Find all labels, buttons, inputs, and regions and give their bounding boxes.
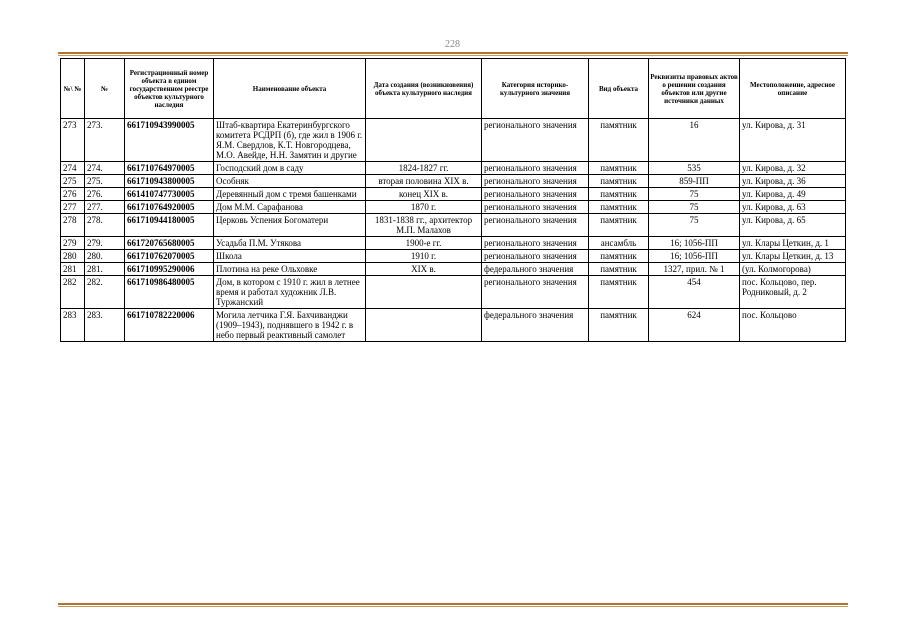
object-kind-cell: памятник bbox=[589, 119, 649, 162]
table-row bbox=[61, 162, 846, 175]
object-name-cell: Школа bbox=[214, 250, 366, 263]
object-kind-cell: памятник bbox=[589, 214, 649, 237]
legal-act-cell: 535 bbox=[649, 162, 740, 175]
row-index-cell: 279 bbox=[61, 237, 85, 250]
object-name-cell: Церковь Успения Богоматери bbox=[214, 214, 366, 237]
header-rule bbox=[58, 52, 848, 54]
row-index-cell: 281 bbox=[61, 263, 85, 276]
creation-date-cell: конец XIX в. bbox=[366, 188, 482, 201]
row-number-cell: 279. bbox=[85, 237, 125, 250]
object-name-cell: Штаб-квартира Екатеринбургского комитета РСДРП (б), где жил в 1906 г. Я.М. Свердлов, К.Т. Новгородцева, М.О. Авейде, Н.Н. Замятин и другие bbox=[214, 119, 366, 162]
registration-number-cell: 661710943990005 bbox=[125, 119, 214, 162]
row-number-cell: 273. bbox=[85, 119, 125, 162]
registration-number-cell: 661710764920005 bbox=[125, 201, 214, 214]
legal-act-cell: 624 bbox=[649, 309, 740, 342]
row-number-cell: 281. bbox=[85, 263, 125, 276]
address-cell: ул. Кирова, д. 49 bbox=[740, 188, 846, 201]
heritage-category-cell: федерального значения bbox=[482, 309, 589, 342]
column-header: №\ № bbox=[61, 59, 85, 119]
table-row bbox=[61, 188, 846, 201]
row-number-cell: 280. bbox=[85, 250, 125, 263]
registration-number-cell: 661410747730005 bbox=[125, 188, 214, 201]
object-name-cell: Дом, в котором с 1910 г. жил в летнее время и работал художник Л.В. Туржанский bbox=[214, 276, 366, 309]
address-cell: ул. Клары Цеткин, д. 1 bbox=[740, 237, 846, 250]
table-row bbox=[61, 309, 846, 342]
legal-act-cell: 75 bbox=[649, 214, 740, 237]
table-header-row bbox=[61, 59, 846, 119]
column-header: Местоположение, адресное описание bbox=[740, 59, 846, 119]
object-kind-cell: ансамбль bbox=[589, 237, 649, 250]
object-kind-cell: памятник bbox=[589, 188, 649, 201]
object-name-cell: Особняк bbox=[214, 175, 366, 188]
address-cell: пос. Кольцово bbox=[740, 309, 846, 342]
heritage-category-cell: регионального значения bbox=[482, 119, 589, 162]
address-cell: пос. Кольцово, пер. Родниковый, д. 2 bbox=[740, 276, 846, 309]
creation-date-cell bbox=[366, 309, 482, 342]
row-index-cell: 280 bbox=[61, 250, 85, 263]
table-body bbox=[61, 119, 846, 342]
row-number-cell: 274. bbox=[85, 162, 125, 175]
legal-act-cell: 454 bbox=[649, 276, 740, 309]
row-index-cell: 276 bbox=[61, 188, 85, 201]
creation-date-cell bbox=[366, 119, 482, 162]
object-kind-cell: памятник bbox=[589, 162, 649, 175]
legal-act-cell: 75 bbox=[649, 201, 740, 214]
registration-number-cell: 661720765680005 bbox=[125, 237, 214, 250]
column-header: Реквизиты правовых актов о решении создания объектов или другие источники данных bbox=[649, 59, 740, 119]
object-kind-cell: памятник bbox=[589, 276, 649, 309]
registration-number-cell: 661710944180005 bbox=[125, 214, 214, 237]
heritage-category-cell: регионального значения bbox=[482, 214, 589, 237]
object-kind-cell: памятник bbox=[589, 250, 649, 263]
address-cell: ул. Кирова, д. 65 bbox=[740, 214, 846, 237]
table-row bbox=[61, 119, 846, 162]
table-row bbox=[61, 175, 846, 188]
object-name-cell: Усадьба П.М. Утякова bbox=[214, 237, 366, 250]
heritage-category-cell: регионального значения bbox=[482, 237, 589, 250]
footer-rule-thin bbox=[58, 606, 848, 607]
table-row bbox=[61, 276, 846, 309]
registration-number-cell: 661710762070005 bbox=[125, 250, 214, 263]
table-row bbox=[61, 214, 846, 237]
row-index-cell: 278 bbox=[61, 214, 85, 237]
address-cell: ул. Кирова, д. 32 bbox=[740, 162, 846, 175]
heritage-category-cell: регионального значения bbox=[482, 188, 589, 201]
address-cell: ул. Кирова, д. 36 bbox=[740, 175, 846, 188]
column-header: Вид объекта bbox=[589, 59, 649, 119]
object-kind-cell: памятник bbox=[589, 175, 649, 188]
heritage-category-cell: регионального значения bbox=[482, 250, 589, 263]
heritage-register-table bbox=[60, 58, 846, 342]
object-kind-cell: памятник bbox=[589, 201, 649, 214]
registration-number-cell: 661710943800005 bbox=[125, 175, 214, 188]
registration-number-cell: 661710782220006 bbox=[125, 309, 214, 342]
address-cell: (ул. Колмогорова) bbox=[740, 263, 846, 276]
address-cell: ул. Кирова, д. 63 bbox=[740, 201, 846, 214]
legal-act-cell: 859-ПП bbox=[649, 175, 740, 188]
legal-act-cell: 16 bbox=[649, 119, 740, 162]
object-name-cell: Плотина на реке Ольховке bbox=[214, 263, 366, 276]
registration-number-cell: 661710995290006 bbox=[125, 263, 214, 276]
column-header: № bbox=[85, 59, 125, 119]
row-number-cell: 276. bbox=[85, 188, 125, 201]
creation-date-cell: вторая половина XIX в. bbox=[366, 175, 482, 188]
heritage-category-cell: регионального значения bbox=[482, 276, 589, 309]
row-index-cell: 277 bbox=[61, 201, 85, 214]
column-header: Наименование объекта bbox=[214, 59, 366, 119]
creation-date-cell: 1900-е гг. bbox=[366, 237, 482, 250]
registration-number-cell: 661710986480005 bbox=[125, 276, 214, 309]
heritage-category-cell: регионального значения bbox=[482, 175, 589, 188]
table-row bbox=[61, 263, 846, 276]
creation-date-cell: 1870 г. bbox=[366, 201, 482, 214]
heritage-category-cell: регионального значения bbox=[482, 162, 589, 175]
row-number-cell: 278. bbox=[85, 214, 125, 237]
object-name-cell: Господский дом в саду bbox=[214, 162, 366, 175]
registration-number-cell: 661710764970005 bbox=[125, 162, 214, 175]
legal-act-cell: 1327, прил. № 1 bbox=[649, 263, 740, 276]
page-number: 228 bbox=[445, 39, 460, 50]
creation-date-cell: XIX в. bbox=[366, 263, 482, 276]
object-kind-cell: памятник bbox=[589, 263, 649, 276]
column-header: Регистрационный номер объекта в едином государственном реестре объектов культурного наследия bbox=[125, 59, 214, 119]
object-name-cell: Деревянный дом с тремя башенками bbox=[214, 188, 366, 201]
heritage-category-cell: регионального значения bbox=[482, 201, 589, 214]
footer-rule bbox=[58, 603, 848, 605]
row-index-cell: 273 bbox=[61, 119, 85, 162]
object-name-cell: Дом М.М. Сарафанова bbox=[214, 201, 366, 214]
legal-act-cell: 75 bbox=[649, 188, 740, 201]
row-number-cell: 277. bbox=[85, 201, 125, 214]
heritage-category-cell: федерального значения bbox=[482, 263, 589, 276]
creation-date-cell: 1824-1827 гг. bbox=[366, 162, 482, 175]
column-header: Категория историко-культурного значения bbox=[482, 59, 589, 119]
table-row bbox=[61, 250, 846, 263]
row-index-cell: 282 bbox=[61, 276, 85, 309]
row-index-cell: 283 bbox=[61, 309, 85, 342]
object-kind-cell: памятник bbox=[589, 309, 649, 342]
table-row bbox=[61, 237, 846, 250]
legal-act-cell: 16; 1056-ПП bbox=[649, 250, 740, 263]
column-header: Дата создания (возникновения) объекта культурного наследия bbox=[366, 59, 482, 119]
object-name-cell: Могила летчика Г.Я. Бахчиванджи (1909–1943), поднявшего в 1942 г. в небо первый реактивный самолет bbox=[214, 309, 366, 342]
legal-act-cell: 16; 1056-ПП bbox=[649, 237, 740, 250]
row-number-cell: 275. bbox=[85, 175, 125, 188]
creation-date-cell: 1831-1838 гг., архитектор М.П. Малахов bbox=[366, 214, 482, 237]
creation-date-cell: 1910 г. bbox=[366, 250, 482, 263]
address-cell: ул. Кирова, д. 31 bbox=[740, 119, 846, 162]
row-number-cell: 283. bbox=[85, 309, 125, 342]
table-row bbox=[61, 201, 846, 214]
row-number-cell: 282. bbox=[85, 276, 125, 309]
creation-date-cell bbox=[366, 276, 482, 309]
header-rule-thin bbox=[58, 55, 848, 56]
row-index-cell: 274 bbox=[61, 162, 85, 175]
address-cell: ул. Клары Цеткин, д. 13 bbox=[740, 250, 846, 263]
row-index-cell: 275 bbox=[61, 175, 85, 188]
